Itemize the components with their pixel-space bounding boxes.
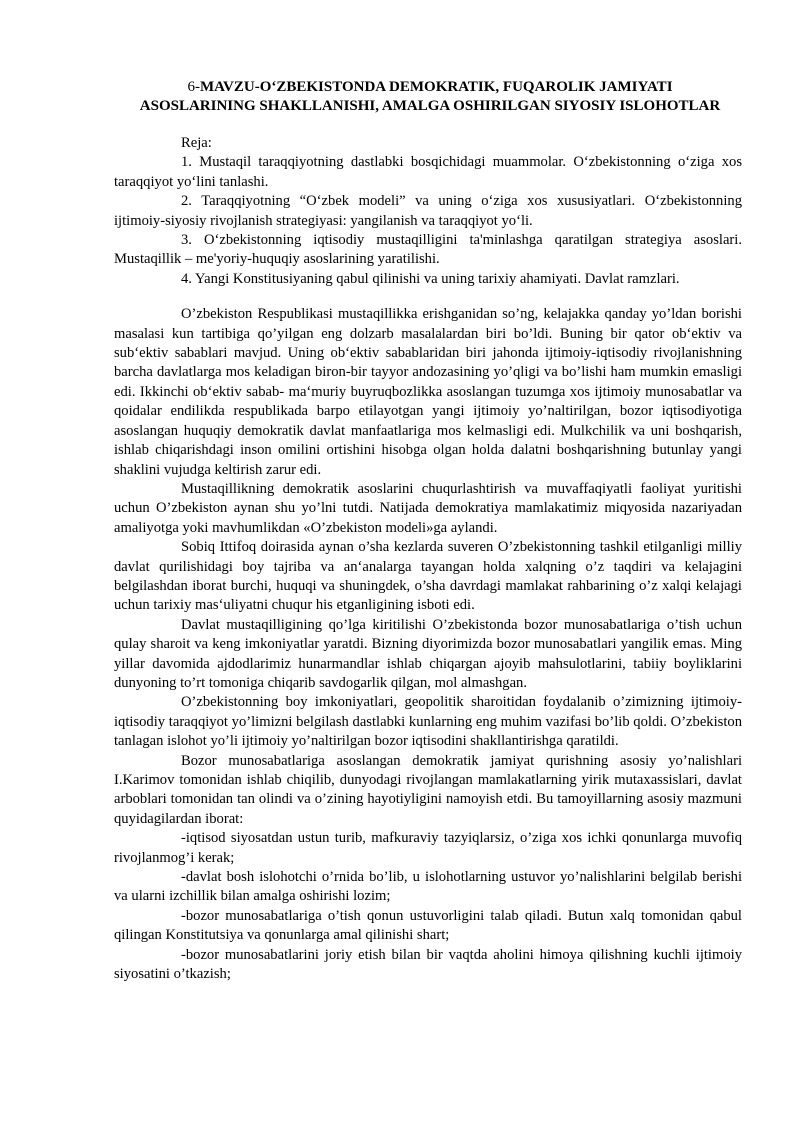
document-title	[60, 78, 800, 116]
plan-item: 4. Yangi Konstitusiyaning qabul qilinishi va uning tarixiy ahamiyati. Davlat ramzlari.	[181, 270, 680, 287]
title-line-1-text: MAVZU-O‘ZBEKISTONDA DEMOKRATIK, FUQAROLIK JAMIYATI	[199, 79, 673, 95]
paragraph: O’zbekistonning boy imkoniyatlari, geopolitik sharoitidan foydalanib o’zimizning ijtimoiy-iqtisodiy taraqqiyot yo’limizni belgilash dastlabki kunlarning eng muhim vazifasi bo’lib qoldi. O’zbekiston tanlagan islohot yo’li ijtimoiy yo’naltirilgan bozor iqtisodini shakllantirishga qaratildi.	[114, 694, 742, 750]
plan-item: 1. Mustaqil taraqqiyotning dastlabki bosqichidagi muammolar. O‘zbekistonning o‘ziga xos taraqqiyot yo‘lini tanlashi.	[114, 154, 742, 190]
paragraph: Sobiq Ittifoq doirasida aynan o’sha kezlarda suveren O’zbekistonning tashkil etilganligi milliy davlat qurilishidagi boy tajriba va an‘analarga tayangan holda xalqning o’z taqdiri va kelajagini belgilashdan iborat burchi, huquqi va shuningdek, o’sha davrdagi mamlakat rahbarining o’z xalqi kelajagi uchun tarixiy mas‘uliyatni chuqur his etganligining isboti edi.	[114, 539, 742, 614]
paragraph: Davlat mustaqilligining qo’lga kiritilishi O’zbekistonda bozor munosabatlariga o’tish uchun qulay sharoit va keng imkoniyatlar yaratdi. Bizning diyorimizda bozor munosabatlari yangilik emas. Ming yillar davomida ajdodlarimiz hunarmandlar ishlab chiqargan ajoyib mahsulotlarini, tabiiy boyliklarini dunyoning to’rt tomoniga chiqarib savdogarlik qilgan, mol almashgan.	[114, 616, 742, 691]
paragraph: O’zbekiston Respublikasi mustaqillikka erishganidan so’ng, kelajakka qanday yo’ldan borishi masalasi kun tartibiga qo’yilgan eng dolzarb masalalardan biri bo’ldi. Buning bir qator ob‘ektiv va sub‘ektiv sabablari mavjud. Uning ob‘ektiv sabablaridan biri jahonda ijtimoiy-iqtisodiy rivojlanishning barcha davlatlarga mos keladigan biron-bir tayyor andozasining yo’qligi va bo’lishi ham mumkin emasligi edi. Ikkinchi ob‘ektiv sabab- ma‘muriy buyruqbozlikka asoslangan tuzumga xos ijtimoiy munosabatlar va qoidalar endilikda respublikada barpo etilayotgan yangi ijtimoiy yo’naltirilgan, bozor iqtisodiyotiga asoslangan huquqiy demokratik davlat manfaatlariga mos kelmasligi edi. Mulkchilik va uni boshqarish, ishlab chiqarishdagi inson omilini ortishini hisobga olgan holda dalatni boshqarishning butunlay yangi shaklini vujudga keltirish zarur edi.	[114, 306, 742, 478]
plan-item: 2. Taraqqiyotning “O‘zbek modeli” va uning o‘ziga xos xususiyatlari. O‘zbekistonning ijtimoiy-siyosiy rivojlanish strategiyasi: yangilanish va taraqqiyot yo‘li.	[114, 193, 742, 229]
principle-item: -davlat bosh islohotchi o’rnida bo’lib, u islohotlarning ustuvor yo’nalishlarini belgilab berishi va ularni izchillik bilan amalga oshirishi lozim;	[114, 869, 742, 905]
section-spacer	[114, 289, 742, 305]
paragraph: Mustaqillikning demokratik asoslarini chuqurlashtirish va muvaffaqiyatli faoliyat yuritishi uchun O’zbekiston aynan shu yo’lni tutdi. Natijada demokratiya mamlakatimiz miqyosida nazariyadan amaliyotga yoki mavhumlikdan «O’zbekiston modeli»ga aylandi.	[114, 480, 742, 536]
plan-heading: Reja:	[181, 135, 212, 151]
title-line-1	[60, 78, 800, 97]
principle-item: -bozor munosabatlariga o’tish qonun ustuvorligini talab qiladi. Butun xalq tomonidan qabul qilingan Konstitutsiya va qonunlarga amal qilinishi shart;	[114, 907, 742, 944]
paragraph: Bozor munosabatlariga asoslangan demokratik jamiyat qurishning asosiy yo’nalishlari I.Karimov tomonidan ishlab chiqilib, dunyodagi rivojlangan mamlakatlarning yirik mutaxassislari, davlat arboblari tomonidan tan olindi va o’zining hayotiyligini namoyish etdi. Bu tamoyillarning asosiy mazmuni quyidagilardan iborat:	[114, 752, 742, 827]
principle-item: -bozor munosabatlarini joriy etish bilan bir vaqtda aholini himoya qilishning kuchli ijtimoiy siyosatini o’tkazish;	[114, 946, 742, 983]
topic-number: 6-	[187, 79, 200, 95]
document-body	[114, 134, 742, 984]
title-line-2: ASOSLARINING SHAKLLANISHI, AMALGA OSHIRILGAN SIYOSIY ISLOHOTLAR	[139, 98, 721, 114]
plan-item: 3. O‘zbekistonning iqtisodiy mustaqilligini ta'minlashga qaratilgan strategiya asoslari. Mustaqillik – me'yoriy-huquqiy asoslarining yaratilishi.	[114, 232, 742, 268]
principle-item: -iqtisod siyosatdan ustun turib, mafkuraviy tazyiqlarsiz, o’ziga xos ichki qonunlarga muvofiq rivojlanmog’i kerak;	[114, 830, 742, 866]
